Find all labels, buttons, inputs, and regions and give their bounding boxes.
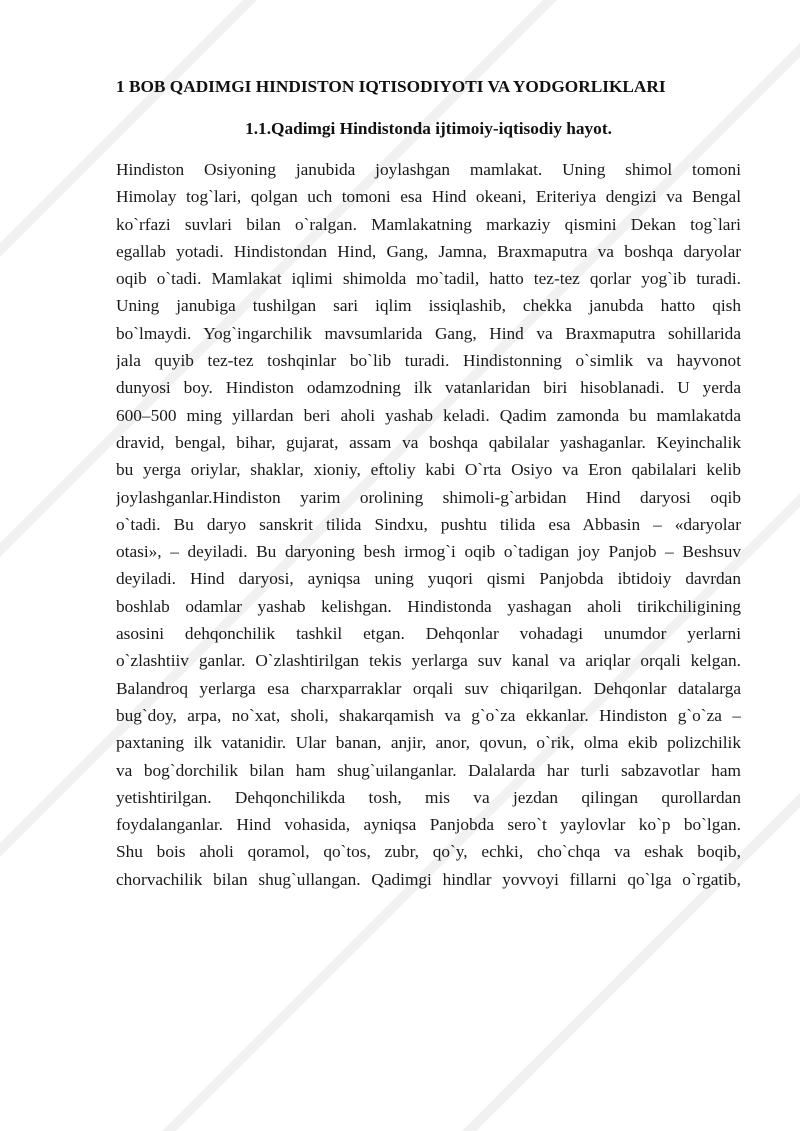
text-line: dunyosi boy. Hindiston odamzodning ilk vatanlaridan biri hisoblanadi. U yerda <box>116 378 741 398</box>
text-line: asosini dehqonchilik tashkil etgan. Dehqonlar vohadagi unumdor yerlarni <box>116 624 741 644</box>
text-line: bo`lmaydi. Yog`ingarchilik mavsumlarida Gang, Hind va Braxmaputra sohillarida <box>116 323 741 343</box>
text-line: o`tadi. Bu daryo sanskrit tilida Sindxu, pushtu tilida esa Abbasin – «daryolar <box>116 514 741 534</box>
text-line: bug`doy, arpa, no`xat, sholi, shakarqamish va g`o`za ekkanlar. Hindiston g`o`za – <box>116 705 741 725</box>
body-paragraph <box>116 156 741 893</box>
text-line: foydalanganlar. Hind vohasida, ayniqsa Panjobda sero`t yaylovlar ko`p bo`lgan. <box>116 815 741 835</box>
text-line: dravid, bengal, bihar, gujarat, assam va boshqa qabilalar yashaganlar. Keyinchalik <box>116 432 741 452</box>
text-line: bu yerga oriylar, shaklar, xioniy, eftoliy kabi O`rta Osiyo va Eron qabilalari kelib <box>116 460 741 480</box>
text-line: deyiladi. Hind daryosi, ayniqsa uning yuqori qismi Panjobda ibtidoiy davrdan <box>116 569 741 589</box>
text-line: paxtaning ilk vatanidir. Ular banan, anjir, anor, qovun, o`rik, olma ekib polizchilik <box>116 733 741 753</box>
text-line: otasi», – deyiladi. Bu daryoning besh irmog`i oqib o`tadigan joy Panjob – Beshsuv <box>116 542 741 562</box>
text-line: joylashganlar.Hindiston yarim orolining shimoli-g`arbidan Hind daryosi oqib <box>116 487 741 507</box>
text-line: ko`rfazi suvlari bilan o`ralgan. Mamlakatning markaziy qismini Dekan tog`lari <box>116 214 741 234</box>
text-line: egallab yotadi. Hindistondan Hind, Gang, Jamna, Braxmaputra va boshqa daryolar <box>116 241 741 261</box>
text-line: o`zlashtiiv ganlar. O`zlashtirilgan tekis yerlarga suv kanal va ariqlar orqali kelgan. <box>116 651 741 671</box>
text-line: jala quyib tez-tez toshqinlar bo`lib turadi. Hindistonning o`simlik va hayvonot <box>116 351 741 371</box>
text-line: yetishtirilgan. Dehqonchilikda tosh, mis va jezdan qilingan qurollardan <box>116 787 741 807</box>
section-title: 1.1.Qadimgi Hindistonda ijtimoiy-iqtisodiy hayot. <box>245 119 612 138</box>
text-line: va bog`dorchilik bilan ham shug`uilanganlar. Dalalarda har turli sabzavotlar ham <box>116 760 741 780</box>
chapter-title: 1 BOB QADIMGI HINDISTON IQTISODIYOTI VA YODGORLIKLARI <box>116 77 666 96</box>
text-line: Balandroq yerlarga esa charxparraklar orqali suv chiqarilgan. Dehqonlar datalarga <box>116 678 741 698</box>
text-line: Himolay tog`lari, qolgan uch tomoni esa Hind okeani, Eriteriya dengizi va Bengal <box>116 187 741 207</box>
text-line: 600–500 ming yillardan beri aholi yashab keladi. Qadim zamonda bu mamlakatda <box>116 405 741 425</box>
text-line: oqib o`tadi. Mamlakat iqlimi shimolda mo`tadil, hatto tez-tez qorlar yog`ib turadi. <box>116 269 741 289</box>
text-line: Hindiston Osiyoning janubida joylashgan mamlakat. Uning shimol tomoni <box>116 160 741 179</box>
text-line: chorvachilik bilan shug`ullangan. Qadimgi hindlar yovvoyi fillarni qo`lga o`rgatib, <box>116 869 741 889</box>
text-line: Shu bois aholi qoramol, qo`tos, zubr, qo`y, echki, cho`chqa va eshak boqib, <box>116 842 741 862</box>
text-line: boshlab odamlar yashab kelishgan. Hindistonda yashagan aholi tirikchiligining <box>116 596 741 616</box>
text-line: Uning janubiga tushilgan sari iqlim issiqlashib, chekka janubda hatto qish <box>116 296 741 316</box>
